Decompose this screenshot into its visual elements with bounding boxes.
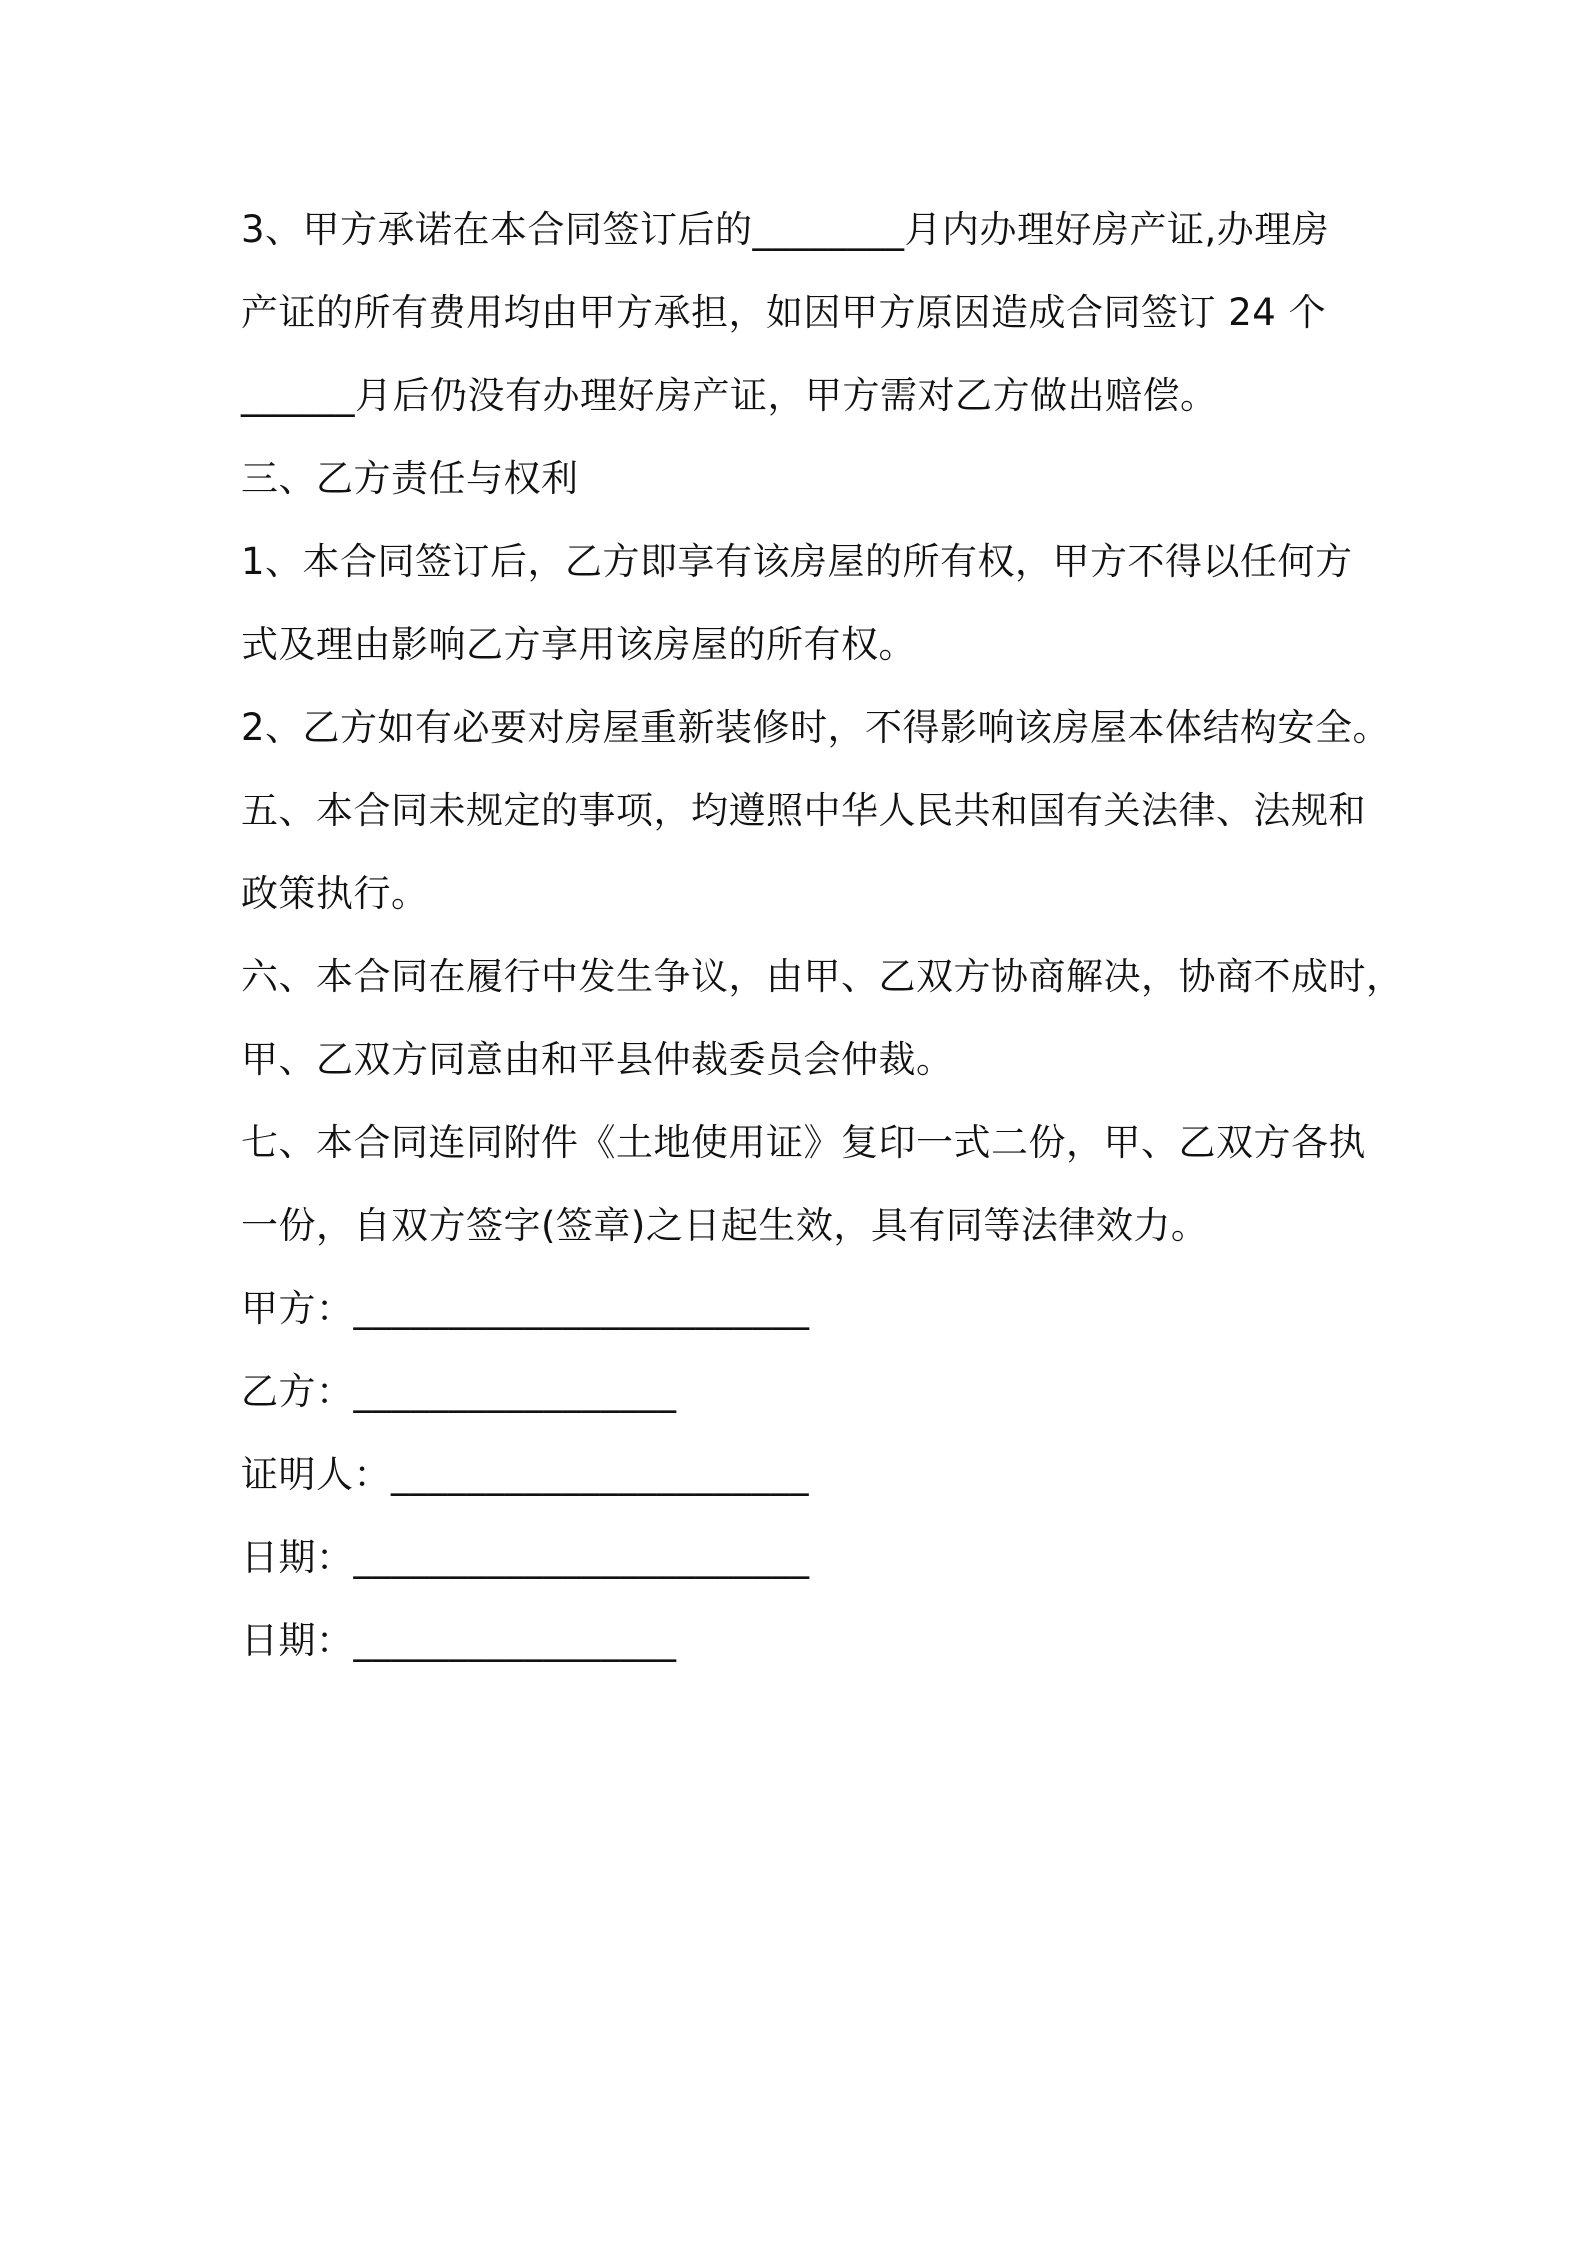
clause-5-line-1: 五、本合同未规定的事项，均遵照中华人民共和国有关法律、法规和: [241, 789, 1366, 832]
section-heading-party-b: 三、乙方责任与权利: [241, 457, 579, 500]
clause-7-line-1: 七、本合同连同附件《土地使用证》复印一式二份，甲、乙双方各执: [241, 1121, 1366, 1164]
signature-date-2: 日期：_________________: [241, 1619, 677, 1662]
clause-6-line-1: 六、本合同在履行中发生争议，由甲、乙双方协商解决，协商不成时，: [241, 955, 1404, 998]
clause-7-line-2: 一份，自双方签字(签章)之日起生效，具有同等法律效力。: [241, 1204, 1209, 1247]
clause-b1-line-1: 1、本合同签订后，乙方即享有该房屋的所有权，甲方不得以任何方: [241, 540, 1353, 583]
signature-date-1: 日期：________________________: [241, 1536, 810, 1579]
clause-6-line-2: 甲、乙双方同意由和平县仲裁委员会仲裁。: [241, 1038, 954, 1081]
clause-b1-line-2: 式及理由影响乙方享用该房屋的所有权。: [241, 623, 916, 666]
clause-5-line-2: 政策执行。: [241, 872, 429, 915]
signature-party-b: 乙方：_________________: [241, 1370, 677, 1413]
clause-3-line-3: ______月后仍没有办理好房产证，甲方需对乙方做出赔偿。: [241, 374, 1218, 417]
clause-b2-line-1: 2、乙方如有必要对房屋重新装修时，不得影响该房屋本体结构安全。: [241, 706, 1391, 749]
clause-3-line-2: 产证的所有费用均由甲方承担，如因甲方原因造成合同签订 24 个: [241, 291, 1327, 334]
signature-witness: 证明人：______________________: [241, 1453, 809, 1496]
clause-3-line-1: 3、甲方承诺在本合同签订后的________月内办理好房产证,办理房: [241, 208, 1330, 251]
signature-party-a: 甲方：________________________: [241, 1287, 810, 1330]
